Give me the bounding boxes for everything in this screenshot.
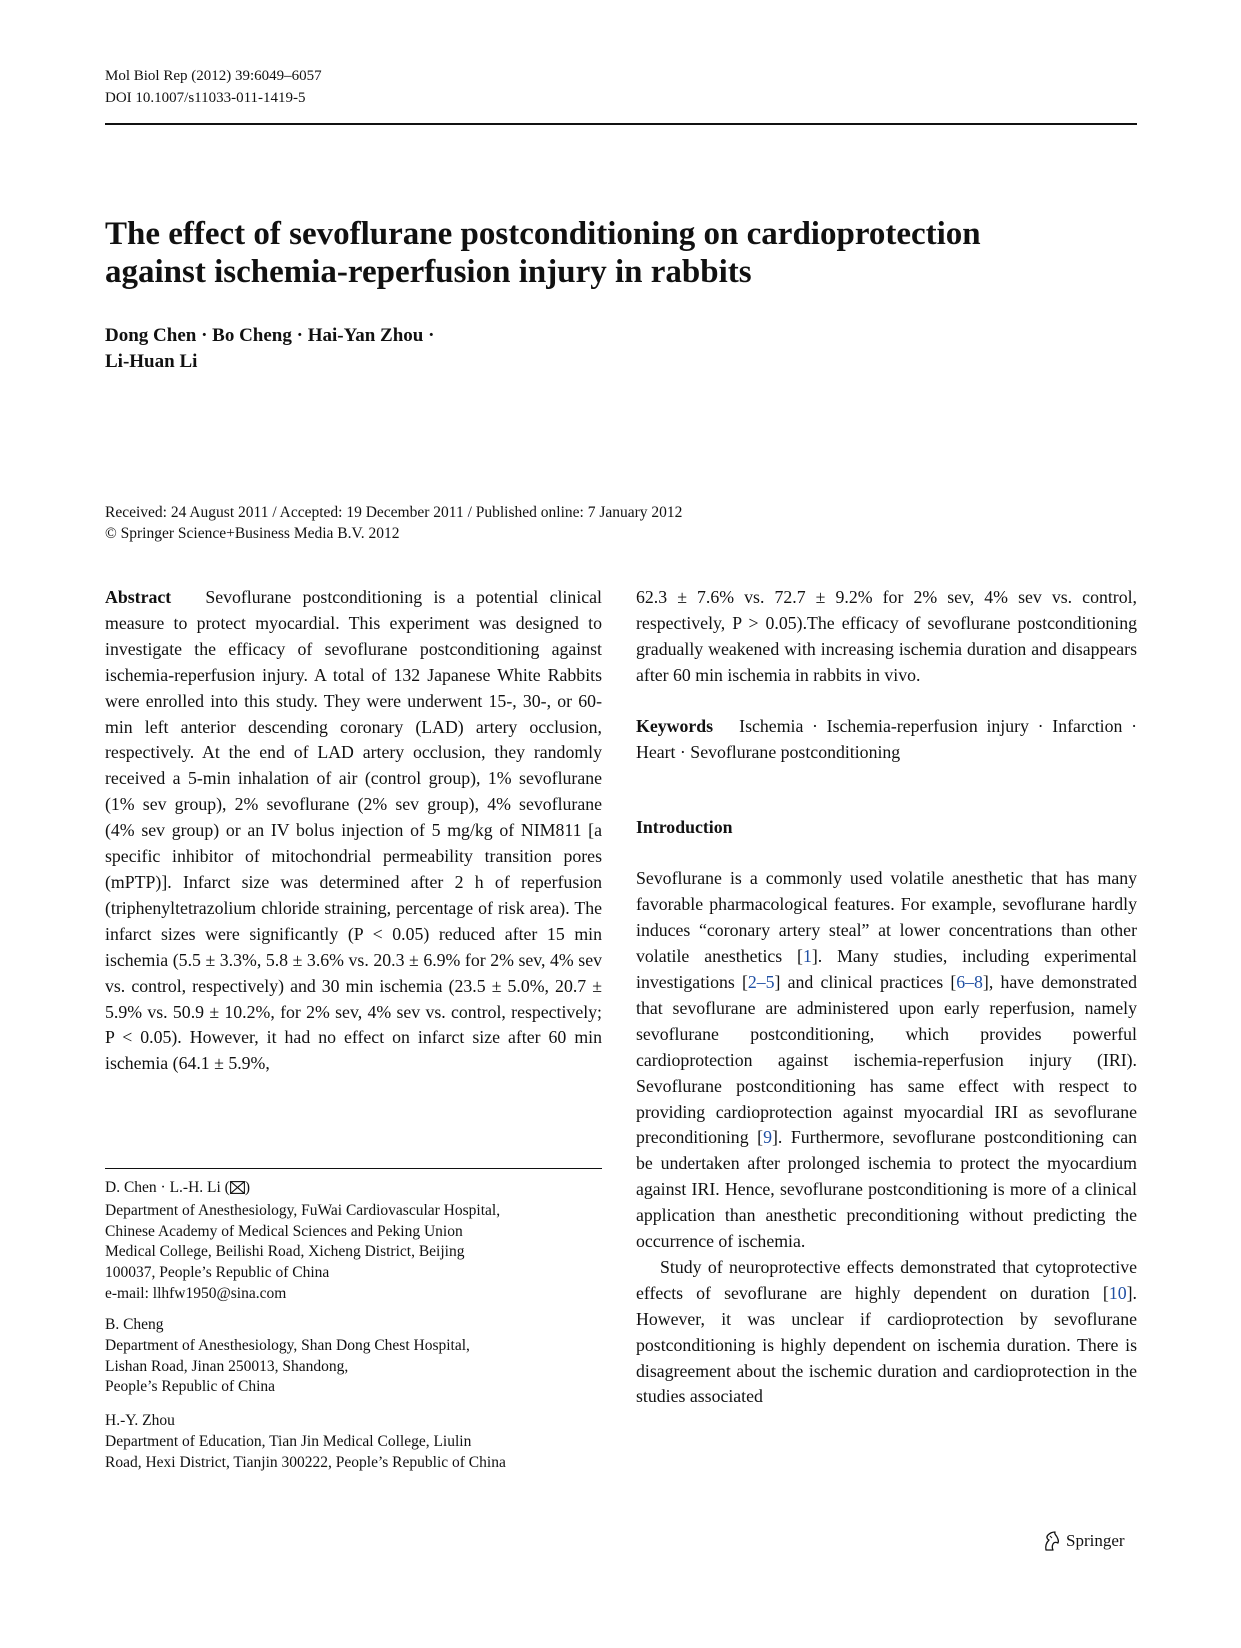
affiliation-2 — [105, 1315, 602, 1398]
envelope-icon — [230, 1180, 245, 1201]
citation-link[interactable]: 1 — [802, 946, 812, 967]
author-list — [105, 323, 705, 375]
citation-link[interactable]: 2–5 — [747, 971, 775, 992]
intro-text: ]. Many studies, including experimental investigations [ — [636, 946, 1137, 992]
title-line-2: against ischemia-reperfusion injury in rabbits — [105, 254, 752, 290]
publication-dates — [105, 502, 1137, 544]
abstract-text: Sevoflurane postconditioning is a potential clinical measure to protect myocardial. This experiment was designed to investigate the efficacy of sevoflurane postconditioning against ischemia-reperfusion injury. A total of 132 Japanese White Rabbits were enrolled into this study. They were underwent 15-, 30-, or 60-min left anterior descending coronary (LAD) artery occlusion, respectively. At the end of LAD artery occlusion, they randomly received a 5-min inhalation of air (control group), 1% sevoflurane (1% sev group), 2% sevoflurane (2% sev group), 4% sevoflurane (4% sev group) or an IV bolus injection of 5 mg/kg of NIM811 [a specific inhibitor of mitochondrial permeability transition pores (mPTP)]. Infarct size was determined after 2 h of reperfusion (triphenyltetrazolium chloride straining, percentage of risk area). The infarct sizes were significantly (P < 0.05) reduced after 15 min ischemia (5.5 ± 3.3%, 5.8 ± 3.6% vs. 20.3 ± 6.9% for 2% sev, 4% sev vs. control, respectively) and 30 min ischemia (23.5 ± 5.0%, 20.7 ± 5.9% vs. 50.9 ± 10.2%, for 2% sev, 4% sev vs. control, respectively; P < 0.05). However, it had no effect on infarct size after 60 min ischemia (64.1 ± 5.9%, — [105, 587, 602, 1074]
abstract — [105, 585, 602, 1077]
abstract-continued: 62.3 ± 7.6% vs. 72.7 ± 9.2% for 2% sev, 4% sev vs. control, respectively, P > 0.05).The efficacy of sevoflurane postconditioning gradually weakened with increasing ischemia duration and disappears after 60 min ischemia in rabbits in vivo. — [636, 587, 1137, 685]
publisher-logo — [1042, 1530, 1125, 1552]
affiliation-1-names: D. Chen · L.-H. Li ( — [105, 1179, 230, 1196]
affiliation-1-line: 100037, People’s Republic of China — [105, 1264, 330, 1282]
affiliation-2-names: B. Cheng — [105, 1316, 164, 1333]
intro-paragraph-1 — [636, 866, 1137, 1255]
intro-text: ]. However, it was unclear if cardioprotection by sevoflurane postconditioning is highly dependent on ischemia duration. There is disagreement about the ischemic duration and cardioprotection in the studies associated — [636, 1282, 1137, 1407]
paper-title — [105, 215, 1137, 291]
intro-text: Sevoflurane is a commonly used volatile anesthetic that has many favorable pharmacological features. For example, sevoflurane hardly induces “coronary artery steal” at lower concentrations than other volatile anesthetics [ — [636, 868, 1137, 967]
intro-text: ], have demonstrated that sevoflurane are administered upon early reperfusion, namely sevoflurane postconditioning, which provides powerful cardioprotection against ischemia-reperfusion injury (IRI). Sevoflurane postconditioning has same effect with respect to providing cardioprotection against myocardial IRI as sevoflurane preconditioning [ — [636, 971, 1137, 1148]
dates-line: Received: 24 August 2011 / Accepted: 19 December 2011 / Published online: 7 January 2012 — [105, 504, 683, 521]
affiliation-2-line: People’s Republic of China — [105, 1378, 276, 1396]
right-column — [636, 585, 1137, 1410]
intro-paragraph-2 — [636, 1255, 1137, 1410]
citation-link[interactable]: 10 — [1108, 1282, 1127, 1303]
citation-link[interactable]: 6–8 — [956, 971, 983, 992]
copyright-line: © Springer Science+Business Media B.V. 2012 — [105, 525, 400, 542]
affiliation-3 — [105, 1411, 602, 1473]
left-column — [105, 585, 602, 1077]
title-line-1: The effect of sevoflurane postconditioning on cardioprotection — [105, 216, 981, 252]
affiliation-2-line: Department of Anesthesiology, Shan Dong Chest Hospital, — [105, 1336, 470, 1354]
publisher-name: Springer — [1066, 1531, 1125, 1550]
affiliation-1-line: Department of Anesthesiology, FuWai Cardiovascular Hospital, — [105, 1201, 501, 1219]
keywords — [636, 714, 1137, 766]
intro-text: ]. Furthermore, sevoflurane postconditioning can be undertaken after prolonged ischemia to protect the myocardium against IRI. Hence, sevoflurane postconditioning is more of a clinical application than anesthetic preconditioning without predicting the occurrence of ischemia. — [636, 1127, 1137, 1252]
introduction-heading: Introduction — [636, 817, 733, 838]
springer-horse-icon — [1042, 1530, 1062, 1552]
intro-text: Study of neuroprotective effects demonstrated that cytoprotective effects of sevoflurane are highly dependent on duration [ — [636, 1256, 1137, 1303]
email-link[interactable]: e-mail: llhfw1950@sina.com — [105, 1284, 287, 1302]
affiliation-3-names: H.-Y. Zhou — [105, 1412, 175, 1429]
intro-text: ] and clinical practices [ — [774, 971, 957, 992]
header-rule — [105, 123, 1137, 125]
doi: DOI 10.1007/s11033-011-1419-5 — [105, 90, 306, 106]
affiliation-1-line: Medical College, Beilishi Road, Xicheng District, Beijing — [105, 1243, 465, 1261]
footnote-rule — [105, 1168, 602, 1169]
keywords-label: Keywords — [636, 715, 714, 736]
authors-line-2: Li-Huan Li — [105, 351, 198, 372]
abstract-label: Abstract — [105, 587, 172, 607]
affiliation-1 — [105, 1178, 602, 1305]
affiliation-3-line: Road, Hexi District, Tianjin 300222, People’s Republic of China — [105, 1453, 506, 1471]
affiliation-3-line: Department of Education, Tian Jin Medical College, Liulin — [105, 1432, 472, 1450]
affiliation-1-names-end: ) — [244, 1179, 251, 1196]
citation-link[interactable]: 9 — [763, 1127, 772, 1148]
authors-line-1: Dong Chen · Bo Cheng · Hai-Yan Zhou · — [105, 325, 435, 346]
affiliation-1-line: Chinese Academy of Medical Sciences and Peking Union — [105, 1222, 463, 1240]
keywords-text: Ischemia · Ischemia-reperfusion injury · Infarction · Heart · Sevoflurane postconditioning — [636, 715, 1137, 762]
journal-citation: Mol Biol Rep (2012) 39:6049–6057 — [105, 68, 322, 84]
affiliation-2-line: Lishan Road, Jinan 250013, Shandong, — [105, 1357, 349, 1375]
